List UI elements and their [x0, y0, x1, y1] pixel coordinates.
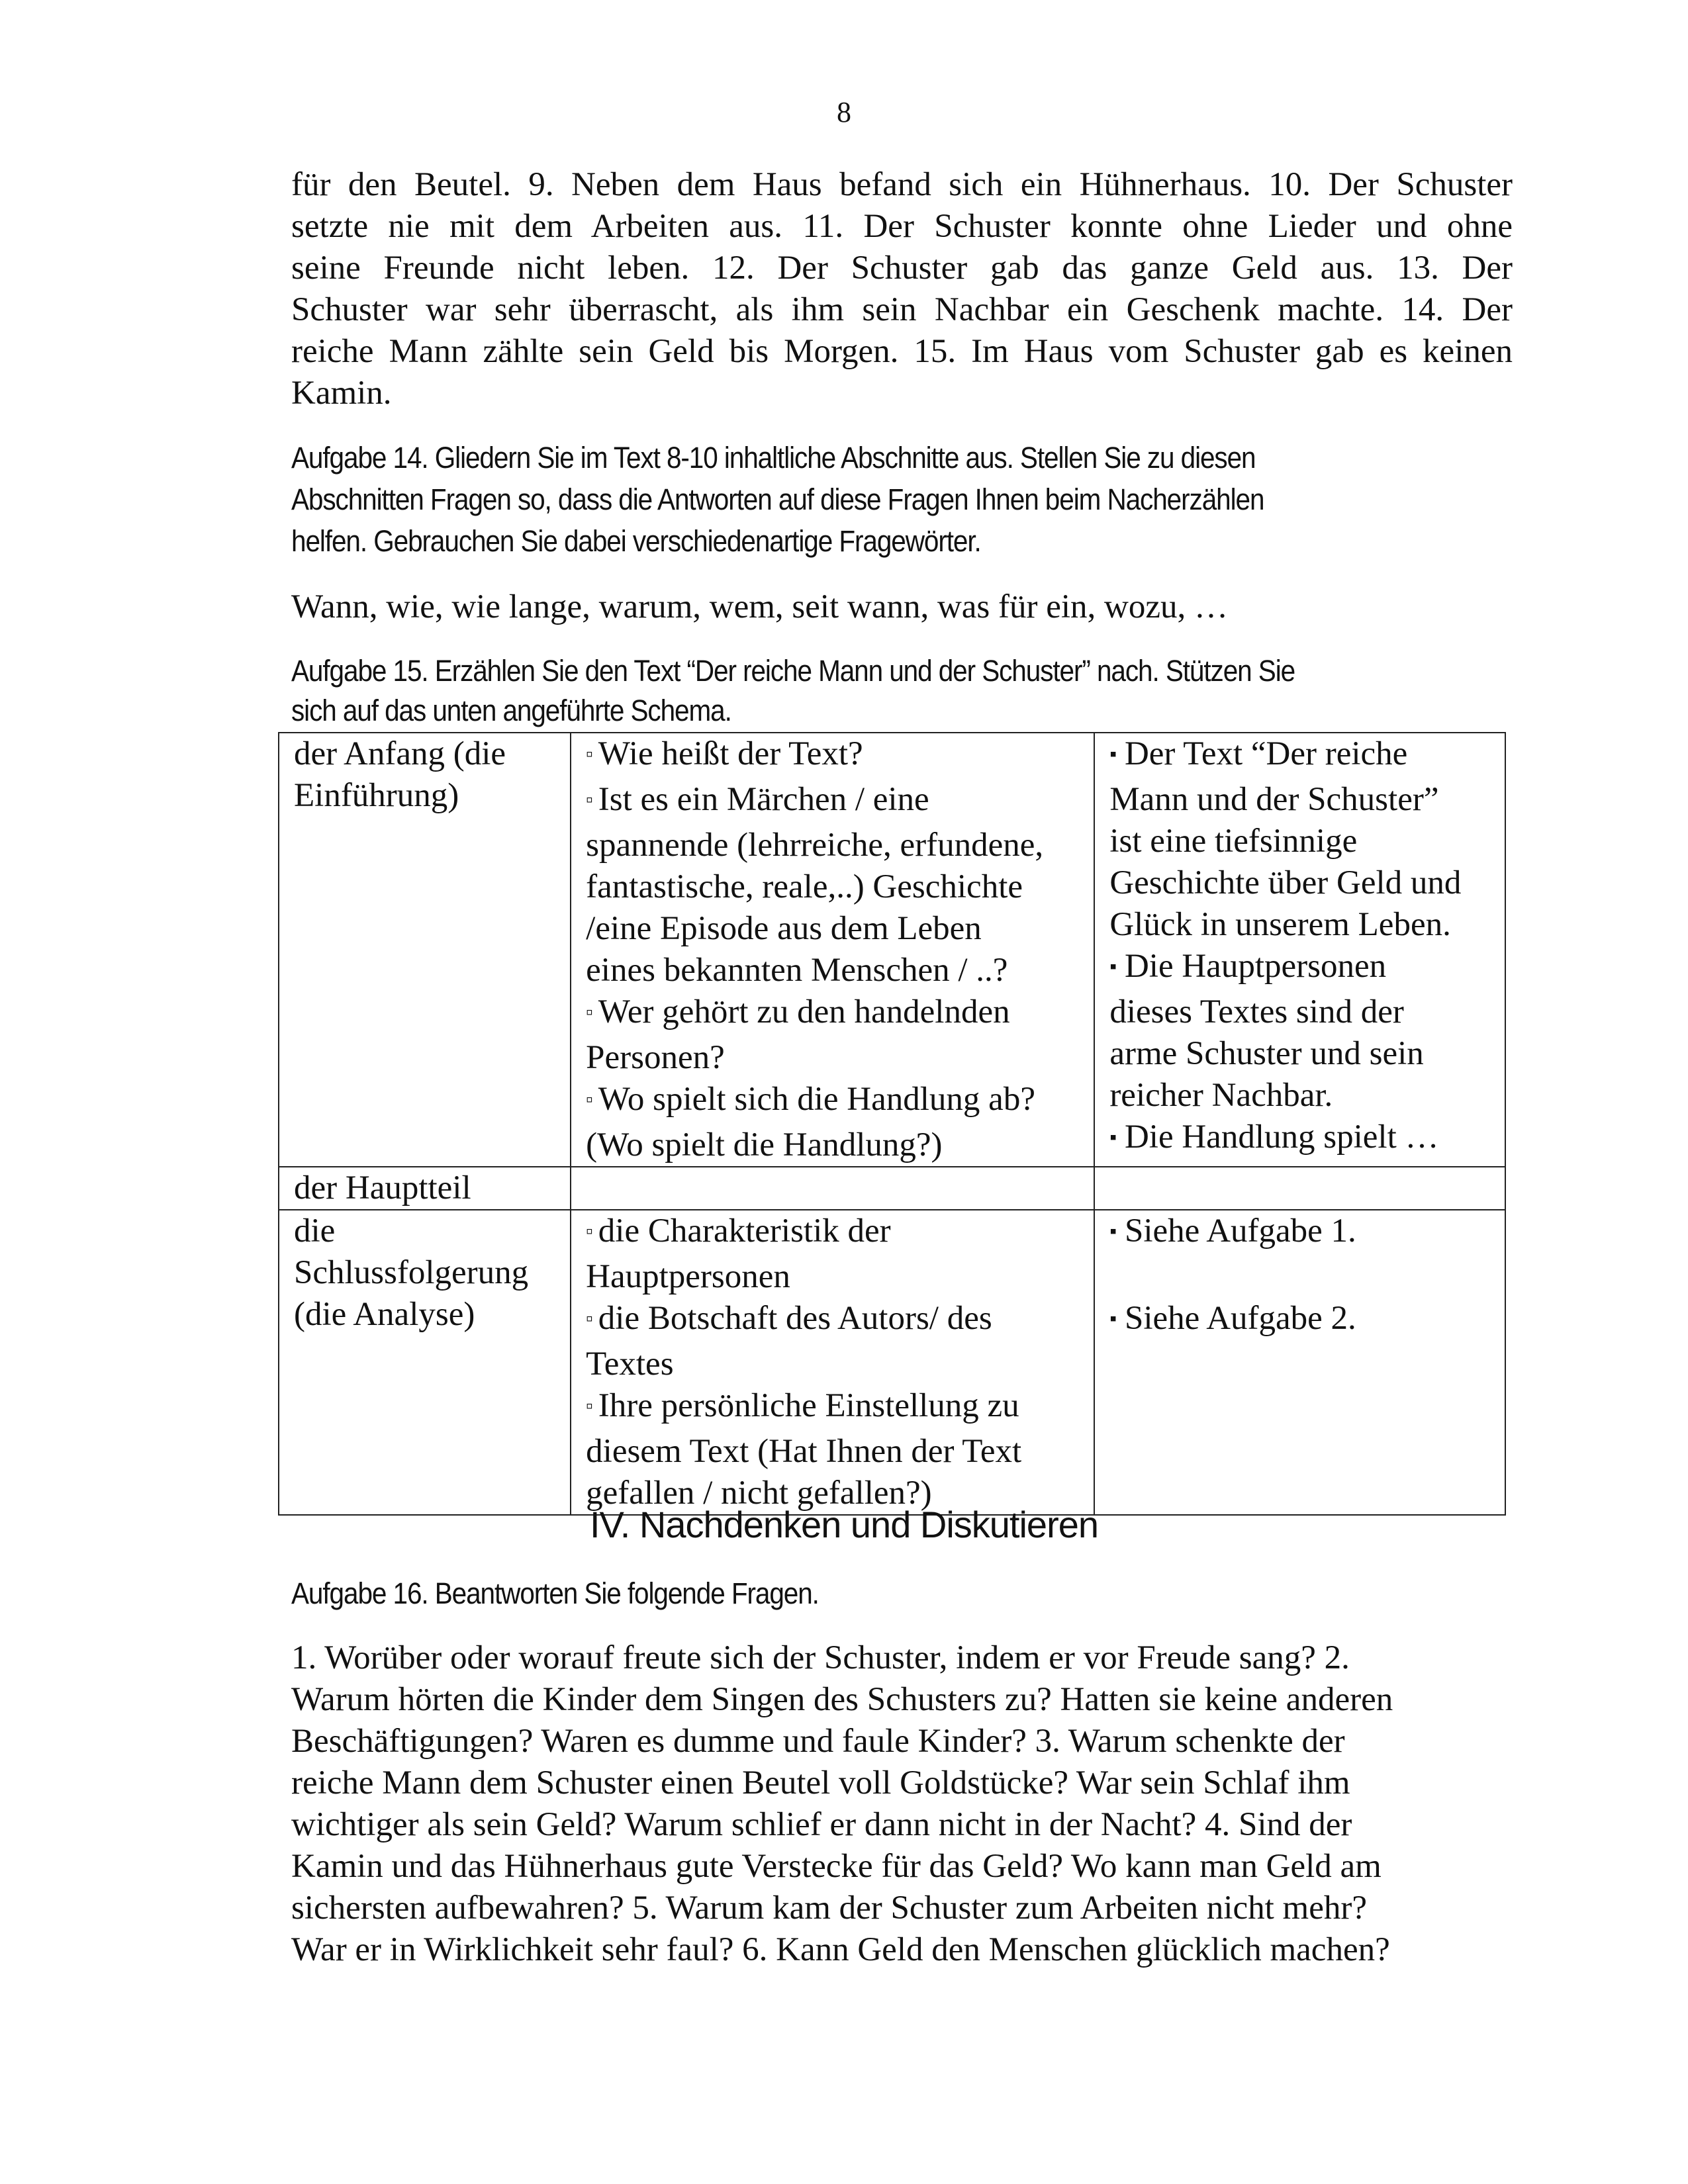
answer-item: ▪ Siehe Aufgabe 2.	[1109, 1300, 1356, 1337]
question-line: eines bekannten Menschen / ..?	[586, 952, 1008, 989]
discussion-line: sichersten aufbewahren? 5. Warum kam der Schuster zum Arbeiten nicht mehr?	[291, 1889, 1367, 1927]
hollow-square-bullet-icon: ▫	[586, 789, 593, 811]
question-line: diesem Text (Hat Ihnen der Text	[586, 1433, 1022, 1470]
row-label-line: die	[294, 1212, 336, 1250]
answer-line: ist eine tiefsinnige	[1109, 823, 1358, 860]
table-row-anfang	[279, 733, 1505, 1167]
discussion-line: Beschäftigungen? Waren es dumme und faule Kinder? 3. Warum schenkte der	[291, 1723, 1345, 1760]
page-number: 8	[837, 96, 851, 128]
table-row-hauptteil	[279, 1167, 1505, 1210]
question-line: /eine Episode aus dem Leben	[586, 910, 982, 947]
task-16	[291, 1572, 1513, 1614]
intro-line: setzte nie mit dem Arbeiten aus. 11. Der Schuster konnte ohne Lieder und ohne	[291, 208, 1513, 245]
intro-line: Schuster war sehr überrascht, als ihm sein Nachbar ein Geschenk machte. 14. Der	[291, 291, 1513, 328]
answer-line: dieses Textes sind der	[1109, 993, 1404, 1030]
question-item: ▫ Ihre persönliche Einstellung zu	[586, 1387, 1019, 1424]
intro-line: Kamin.	[291, 375, 392, 412]
hollow-square-bullet-icon: ▫	[586, 1395, 593, 1417]
question-item: ▫ die Charakteristik der	[586, 1212, 891, 1250]
row-label-cell	[279, 1210, 571, 1515]
question-line: Textes	[586, 1345, 674, 1383]
task-14-line: Aufgabe 14. Gliedern Sie im Text 8-10 inhaltliche Abschnitte aus. Stellen Sie zu diesen	[291, 441, 1256, 475]
task-16-title: Aufgabe 16. Beantworten Sie folgende Fragen.	[291, 1576, 819, 1610]
discussion-line: 1. Worüber oder worauf freute sich der Schuster, indem er vor Freude sang? 2.	[291, 1639, 1350, 1676]
discussion-line: Kamin und das Hühnerhaus gute Verstecke für das Geld? Wo kann man Geld am	[291, 1848, 1382, 1885]
hollow-square-bullet-icon: ▫	[586, 1001, 593, 1023]
hollow-square-bullet-icon: ▫	[586, 1220, 593, 1242]
intro-line: seine Freunde nicht leben. 12. Der Schuster gab das ganze Geld aus. 13. Der	[291, 250, 1513, 287]
answers-cell	[1094, 1210, 1505, 1515]
answer-item: ▪ Die Hauptpersonen	[1109, 948, 1387, 985]
answers-cell	[1094, 1167, 1505, 1210]
question-line: Personen?	[586, 1039, 725, 1076]
row-label-line: Schlussfolgerung	[294, 1254, 529, 1291]
schema-table	[278, 732, 1506, 1516]
intro-line: für den Beutel. 9. Neben dem Haus befand sich ein Hühnerhaus. 10. Der Schuster	[291, 166, 1513, 203]
hollow-square-bullet-icon: ▫	[586, 743, 593, 765]
answers-cell	[1094, 733, 1505, 1167]
filled-square-bullet-icon: ▪	[1109, 743, 1117, 765]
question-line: Hauptpersonen	[586, 1258, 790, 1295]
task-15-line: Aufgabe 15. Erzählen Sie den Text “Der reiche Mann und der Schuster” nach. Stützen Sie	[291, 654, 1295, 688]
row-label-line: Einführung)	[294, 777, 459, 814]
answer-item: ▪ Siehe Aufgabe 1.	[1109, 1212, 1356, 1250]
answer-line: Glück in unserem Leben.	[1109, 906, 1451, 943]
hollow-square-bullet-icon: ▫	[586, 1089, 593, 1111]
discussion-paragraph	[291, 1637, 1513, 1971]
answer-item: ▪ Der Text “Der reiche	[1109, 735, 1408, 772]
question-item: ▫ Wie heißt der Text?	[586, 735, 863, 772]
hollow-square-bullet-icon: ▫	[586, 1308, 593, 1330]
questions-cell	[571, 733, 1094, 1167]
answer-item: ▪ Die Handlung spielt …	[1109, 1118, 1439, 1156]
answer-line: Geschichte über Geld und	[1109, 864, 1462, 901]
discussion-line: wichtiger als sein Geld? Warum schlief er dann nicht in der Nacht? 4. Sind der	[291, 1806, 1352, 1843]
questions-cell	[571, 1210, 1094, 1515]
question-item: ▫ Wo spielt sich die Handlung ab?	[586, 1081, 1035, 1118]
filled-square-bullet-icon: ▪	[1109, 1126, 1117, 1148]
task-15	[291, 651, 1513, 731]
filled-square-bullet-icon: ▪	[1109, 1308, 1117, 1330]
question-item: ▫ Ist es ein Märchen / eine	[586, 781, 929, 818]
filled-square-bullet-icon: ▪	[1109, 1220, 1117, 1242]
questions-cell	[571, 1167, 1094, 1210]
table-row-schluss	[279, 1210, 1505, 1515]
row-label-cell	[279, 1167, 571, 1210]
question-line: gefallen / nicht gefallen?)	[586, 1475, 932, 1512]
answer-spacer	[1109, 1256, 1497, 1298]
discussion-line: War er in Wirklichkeit sehr faul? 6. Kann Geld den Menschen glücklich machen?	[291, 1931, 1390, 1968]
task-14	[291, 437, 1513, 562]
discussion-line: reiche Mann dem Schuster einen Beutel voll Goldstücke? War sein Schlaf ihm	[291, 1764, 1350, 1801]
answer-line: reicher Nachbar.	[1109, 1077, 1333, 1114]
question-line: fantastische, reale,..) Geschichte	[586, 868, 1023, 905]
answer-line: arme Schuster und sein	[1109, 1035, 1424, 1072]
row-label-line: (die Analyse)	[294, 1296, 475, 1333]
intro-line: reiche Mann zählte sein Geld bis Morgen. 15. Im Haus vom Schuster gab es keinen	[291, 333, 1513, 370]
row-label-line: der Anfang (die	[294, 735, 506, 772]
filled-square-bullet-icon: ▪	[1109, 956, 1117, 978]
question-item: ▫ die Botschaft des Autors/ des	[586, 1300, 992, 1337]
task-14-line: helfen. Gebrauchen Sie dabei verschiedenartige Fragewörter.	[291, 524, 981, 558]
question-line: spannende (lehrreiche, erfundene,	[586, 827, 1044, 864]
row-label-line: der Hauptteil	[294, 1169, 471, 1206]
row-label-cell	[279, 733, 571, 1167]
question-line: (Wo spielt die Handlung?)	[586, 1126, 943, 1163]
task-14-line: Abschnitten Fragen so, dass die Antworten auf diese Fragen Ihnen beim Nacherzählen	[291, 482, 1264, 516]
intro-paragraph	[291, 164, 1513, 414]
section-heading: IV. Nachdenken und Diskutieren	[590, 1504, 1098, 1545]
task-15-line: sich auf das unten angeführte Schema.	[291, 694, 731, 727]
question-words: Wann, wie, wie lange, warum, wem, seit wann, was für ein, wozu, …	[291, 588, 1229, 625]
answer-line: Mann und der Schuster”	[1109, 781, 1439, 818]
discussion-line: Warum hörten die Kinder dem Singen des Schusters zu? Hatten sie keine anderen	[291, 1681, 1393, 1718]
question-item: ▫ Wer gehört zu den handelnden	[586, 993, 1010, 1030]
